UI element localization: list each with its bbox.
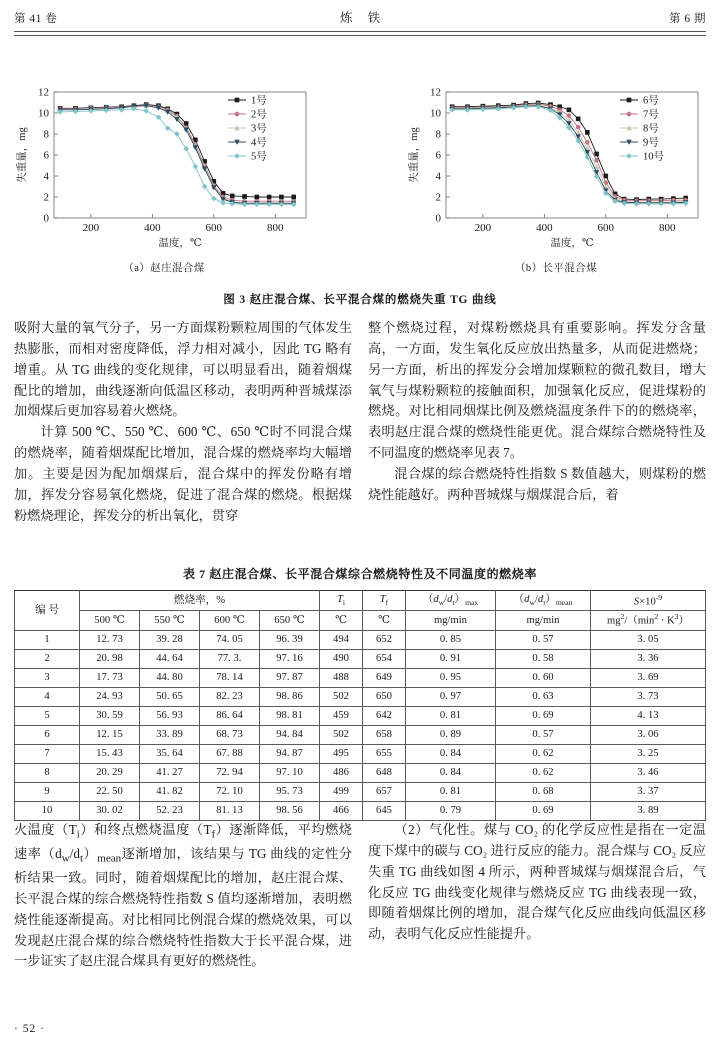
cell-id: 2 — [15, 649, 80, 668]
data-point-marker — [626, 153, 631, 158]
data-point-marker — [235, 112, 239, 116]
paragraph-right-1: 整个燃烧过程，对煤粉燃烧具有重要影响。挥发分含量高，一方面，发生氧化反应放出热量多，从而促进燃烧；另一方面，析出的挥发分会增加煤颗粒的微孔数目，增大氧气与煤粉颗粒的接触面积，加强氧化反应，促进煤粉的燃烧。对比相同烟煤比例及燃烧温度条件下的的燃烧率，表明赵庄混合煤的燃烧性能更优。混合煤综合燃烧特性及不同温度的燃烧率见表 7。 — [368, 320, 706, 461]
cell-id: 10 — [15, 801, 80, 820]
cell-r550: 50. 65 — [140, 687, 200, 706]
figure-3-group — [14, 78, 706, 300]
cell-r550: 39. 28 — [140, 630, 200, 649]
cell-mean: 0. 62 — [496, 744, 591, 763]
header-max-symbol: $(d_w/d_t)_{max}$ — [406, 591, 496, 611]
cell-s: 3. 46 — [591, 763, 706, 782]
y-tick-label: 12 — [38, 86, 49, 99]
data-point-marker — [267, 195, 271, 199]
cell-ti: 486 — [320, 763, 363, 782]
cell-r500: 22. 50 — [80, 782, 140, 801]
data-point-marker — [567, 108, 571, 112]
cell-r550: 33. 89 — [140, 725, 200, 744]
cell-r600: 72. 10 — [200, 782, 260, 801]
table-row — [15, 801, 706, 820]
running-head-volume: 第 41 卷 — [14, 13, 58, 25]
cell-id: 5 — [15, 706, 80, 725]
y-axis-label: 失重量，mg — [17, 127, 28, 183]
cell-r600: 82. 23 — [200, 687, 260, 706]
cell-r550: 41. 82 — [140, 782, 200, 801]
cell-s: 3. 06 — [591, 725, 706, 744]
data-point-marker — [627, 112, 631, 116]
data-point-marker — [567, 114, 571, 118]
cell-r650: 97. 16 — [260, 649, 320, 668]
cell-id: 6 — [15, 725, 80, 744]
cell-r500: 30. 02 — [80, 801, 140, 820]
header-ti-unit: ℃ — [320, 610, 363, 630]
cell-r500: 30. 59 — [80, 706, 140, 725]
header-rate-group: 燃烧率，% — [80, 591, 320, 611]
y-tick-label: 2 — [43, 191, 49, 204]
data-point-marker — [242, 194, 246, 198]
body-columns-upper — [14, 318, 706, 558]
cell-max: 0. 79 — [406, 801, 496, 820]
data-point-marker — [144, 108, 149, 113]
cell-mean: 0. 60 — [496, 668, 591, 687]
table-header-row-1 — [15, 591, 706, 611]
cell-id: 9 — [15, 782, 80, 801]
cell-tf: 652 — [363, 630, 406, 649]
paragraph-left-1: 吸附大量的氧气分子，另一方面煤粉颗粒周围的气体发生热膨胀，而相对密度降低，浮力相对减小，因此 TG 略有增重。从 TG 曲线的变化规律，可以明显看出，随着烟煤配比的增加，曲线逐渐向低温区移动，表明两种晋城煤添加烟煤后更加容易着火燃烧。 — [14, 320, 352, 419]
cell-max: 0. 97 — [406, 687, 496, 706]
body-column-right-lower — [368, 820, 706, 1000]
table-row — [15, 725, 706, 744]
y-tick-label: 0 — [435, 212, 441, 225]
x-axis-label: 温度，℃ — [550, 238, 594, 249]
table-row — [15, 649, 706, 668]
figure-3b — [406, 78, 706, 300]
data-point-marker — [604, 174, 608, 178]
cell-r600: 81. 13 — [200, 801, 260, 820]
table-body — [15, 630, 706, 820]
page-number: · 52 · — [14, 1023, 45, 1035]
cell-s: 3. 05 — [591, 630, 706, 649]
body-column-left-lower — [14, 820, 352, 1000]
cell-s: 3. 37 — [591, 782, 706, 801]
header-mean-symbol: $(d_w/d_t)_{mean}$ — [496, 591, 591, 611]
cell-ti: 499 — [320, 782, 363, 801]
x-tick-label: 400 — [144, 222, 161, 234]
cell-r650: 98. 81 — [260, 706, 320, 725]
data-point-marker — [576, 125, 580, 129]
cell-max: 0. 95 — [406, 668, 496, 687]
header-max-unit: mg/min — [406, 610, 496, 630]
y-tick-label: 4 — [43, 170, 49, 183]
header-rate-600: 600 ℃ — [200, 610, 260, 630]
cell-max: 0. 84 — [406, 763, 496, 782]
figure-3b-subcaption: （b）长平混合煤 — [515, 263, 597, 274]
data-point-marker — [627, 98, 631, 102]
legend-label-5号: 5号 — [251, 151, 267, 163]
x-tick-label: 800 — [267, 222, 284, 234]
cell-r650: 96. 39 — [260, 630, 320, 649]
header-rate-650: 650 ℃ — [260, 610, 320, 630]
cell-r550: 52. 23 — [140, 801, 200, 820]
running-head — [14, 8, 706, 26]
legend-label-6号: 6号 — [643, 95, 659, 107]
data-point-marker — [234, 153, 239, 158]
cell-mean: 0. 62 — [496, 763, 591, 782]
cell-r650: 95. 73 — [260, 782, 320, 801]
y-tick-label: 2 — [435, 191, 441, 204]
tg-curve-chart-b — [406, 78, 706, 258]
data-point-marker — [594, 158, 598, 162]
cell-tf: 648 — [363, 763, 406, 782]
legend-label-8号: 8号 — [643, 123, 659, 135]
x-tick-label: 400 — [536, 222, 553, 234]
tg-curve-chart-a — [14, 78, 314, 258]
cell-mean: 0. 57 — [496, 725, 591, 744]
cell-ti: 502 — [320, 725, 363, 744]
cell-r600: 72. 94 — [200, 763, 260, 782]
cell-mean: 0. 58 — [496, 649, 591, 668]
data-point-marker — [230, 194, 234, 198]
cell-r650: 98. 56 — [260, 801, 320, 820]
cell-tf: 650 — [363, 687, 406, 706]
cell-tf: 658 — [363, 725, 406, 744]
cell-r500: 17. 73 — [80, 668, 140, 687]
header-s-unit: $mg^2/(\min^2 \cdot K^3)$ — [591, 610, 706, 630]
figure-3a-subcaption: （a）赵庄混合煤 — [123, 263, 205, 274]
cell-r500: 12. 73 — [80, 630, 140, 649]
cell-r650: 98. 86 — [260, 687, 320, 706]
cell-max: 0. 81 — [406, 706, 496, 725]
cell-tf: 649 — [363, 668, 406, 687]
cell-s: 3. 69 — [591, 668, 706, 687]
body-columns-lower — [14, 820, 706, 1000]
data-point-marker — [193, 164, 198, 169]
data-point-marker — [174, 131, 179, 136]
cell-tf: 655 — [363, 744, 406, 763]
legend-label-1号: 1号 — [251, 95, 267, 107]
table-header-row-2 — [15, 610, 706, 630]
table-row — [15, 763, 706, 782]
cell-s: 3. 25 — [591, 744, 706, 763]
cell-max: 0. 84 — [406, 744, 496, 763]
cell-s: 3. 73 — [591, 687, 706, 706]
cell-r500: 20. 29 — [80, 763, 140, 782]
data-point-marker — [255, 195, 259, 199]
legend-label-2号: 2号 — [251, 109, 267, 121]
cell-s: 3. 89 — [591, 801, 706, 820]
header-rule — [14, 31, 706, 36]
y-tick-label: 8 — [435, 128, 441, 141]
paragraph-right-3: （2）气化性。煤与 CO₂ 的化学反应性是指在一定温度下煤中的碳与 CO₂ 进行反应的能力。混合煤与 CO₂ 反应失重 TG 曲线如图 4 所示，两种晋城煤与烟煤混合后，气化反应 TG 曲线变化规律与燃烧反应 TG 曲线表现一致，即随着烟煤比例的增加，混合煤气化反应曲线向低温区移动，表明气化反应性能提升。 — [368, 822, 706, 942]
cell-ti: 466 — [320, 801, 363, 820]
cell-ti: 495 — [320, 744, 363, 763]
cell-max: 0. 91 — [406, 649, 496, 668]
legend-label-9号: 9号 — [643, 137, 659, 149]
cell-id: 8 — [15, 763, 80, 782]
data-point-marker — [576, 117, 580, 121]
running-head-issue: 第 6 期 — [668, 13, 706, 25]
cell-mean: 0. 69 — [496, 801, 591, 820]
cell-r650: 97. 10 — [260, 763, 320, 782]
cell-mean: 0. 63 — [496, 687, 591, 706]
data-point-marker — [585, 140, 589, 144]
cell-ti: 490 — [320, 649, 363, 668]
x-tick-label: 600 — [597, 222, 615, 234]
cell-r500: 12. 15 — [80, 725, 140, 744]
data-point-marker — [594, 174, 599, 179]
body-column-right-upper — [368, 318, 706, 558]
y-tick-label: 0 — [43, 212, 49, 225]
y-axis-label: 失重量，mg — [409, 127, 420, 183]
table-head — [15, 591, 706, 631]
cell-r600: 86. 64 — [200, 706, 260, 725]
cell-r500: 20. 98 — [80, 649, 140, 668]
cell-tf: 654 — [363, 649, 406, 668]
chart-a-plot — [14, 78, 314, 258]
cell-id: 1 — [15, 630, 80, 649]
cell-mean: 0. 57 — [496, 630, 591, 649]
header-rate-500: 500 ℃ — [80, 610, 140, 630]
cell-r550: 44. 80 — [140, 668, 200, 687]
cell-max: 0. 81 — [406, 782, 496, 801]
cell-r600: 78. 14 — [200, 668, 260, 687]
cell-id: 4 — [15, 687, 80, 706]
x-tick-label: 600 — [205, 222, 223, 234]
cell-ti: 494 — [320, 630, 363, 649]
data-point-marker — [292, 195, 296, 199]
cell-r650: 94. 84 — [260, 725, 320, 744]
header-mean-unit: mg/min — [496, 610, 591, 630]
table-row — [15, 706, 706, 725]
table-row — [15, 668, 706, 687]
cell-r550: 41. 27 — [140, 763, 200, 782]
cell-ti: 502 — [320, 687, 363, 706]
figure-3-caption: 图 3 赵庄混合煤、长平混合煤的燃烧失重 TG 曲线 — [223, 294, 497, 306]
table-7 — [14, 590, 706, 821]
cell-tf: 642 — [363, 706, 406, 725]
y-tick-label: 12 — [430, 86, 441, 99]
data-point-marker — [585, 130, 589, 134]
chart-b-plot — [406, 78, 706, 258]
cell-max: 0. 89 — [406, 725, 496, 744]
header-tf-symbol: $T_f$ — [363, 591, 406, 611]
cell-max: 0. 85 — [406, 630, 496, 649]
cell-ti: 459 — [320, 706, 363, 725]
paragraph-right-2: 混合煤的综合燃烧特性指数 S 数值越大，则煤粉的燃烧性能越好。两种晋城煤与烟煤混合后，着 — [368, 466, 706, 502]
cell-r500: 24. 93 — [80, 687, 140, 706]
y-tick-label: 8 — [43, 128, 49, 141]
x-tick-label: 800 — [659, 222, 676, 234]
data-point-marker — [220, 200, 225, 205]
cell-ti: 488 — [320, 668, 363, 687]
cell-tf: 645 — [363, 801, 406, 820]
y-tick-label: 10 — [430, 107, 441, 120]
x-tick-label: 200 — [474, 222, 492, 234]
cell-s: 3. 36 — [591, 649, 706, 668]
cell-mean: 0. 68 — [496, 782, 591, 801]
cell-r600: 68. 73 — [200, 725, 260, 744]
header-rate-550: 550 ℃ — [140, 610, 200, 630]
body-column-left-upper — [14, 318, 352, 558]
cell-r650: 94. 87 — [260, 744, 320, 763]
header-s-symbol: $S\times 10^{-9}$ — [591, 591, 706, 611]
cell-r500: 15. 43 — [80, 744, 140, 763]
data-point-marker — [184, 121, 188, 125]
cell-id: 7 — [15, 744, 80, 763]
legend-label-4号: 4号 — [251, 137, 267, 149]
cell-s: 4. 13 — [591, 706, 706, 725]
table-row — [15, 687, 706, 706]
cell-id: 3 — [15, 668, 80, 687]
data-point-marker — [184, 146, 189, 151]
header-tf-unit: ℃ — [363, 610, 406, 630]
x-tick-label: 200 — [82, 222, 100, 234]
cell-mean: 0. 69 — [496, 706, 591, 725]
y-tick-label: 6 — [435, 149, 441, 162]
cell-r650: 97. 87 — [260, 668, 320, 687]
y-tick-label: 6 — [43, 149, 49, 162]
table-row — [15, 630, 706, 649]
legend-label-7号: 7号 — [643, 109, 659, 121]
table-row — [15, 744, 706, 763]
cell-tf: 657 — [363, 782, 406, 801]
header-id: 编 号 — [15, 591, 80, 631]
cell-r550: 35. 64 — [140, 744, 200, 763]
paragraph-left-3: 火温度$(T_i)$和终点燃烧温度$(T_f)$逐渐降低，平均燃烧速率$(d_w/d_t)_{mean}$逐渐增加，该结果与 TG 曲线的定性分析结果一致。同时，随着烟煤配比的增加，赵庄混合煤、长平混合煤的综合燃烧特性指数 S 值均逐渐增加，表明燃烧性能逐渐提高。对比相同比例混合煤的燃烧效果，可以发现赵庄混合煤的综合燃烧特性指数大于长平混合煤，进一步证实了赵庄混合煤具有更好的燃烧性。 — [14, 822, 353, 969]
x-axis-label: 温度，℃ — [158, 238, 202, 249]
table-row — [15, 782, 706, 801]
y-tick-label: 10 — [38, 107, 49, 120]
data-point-marker — [594, 152, 598, 156]
cell-r550: 56. 93 — [140, 706, 200, 725]
y-tick-label: 4 — [435, 170, 441, 183]
legend-label-3号: 3号 — [251, 123, 267, 135]
data-point-marker — [235, 98, 239, 102]
table-7-caption: 表 7 赵庄混合煤、长平混合煤综合燃烧特性及不同温度的燃烧率 — [182, 567, 537, 581]
legend-label-10号: 10号 — [643, 151, 664, 163]
data-point-marker — [279, 195, 283, 199]
header-ti-symbol: $T_i$ — [320, 591, 363, 611]
cell-r600: 77. 3. — [200, 649, 260, 668]
cell-r550: 44. 64 — [140, 649, 200, 668]
cell-r600: 74. 05 — [200, 630, 260, 649]
figure-3a — [14, 78, 314, 300]
cell-r600: 67. 88 — [200, 744, 260, 763]
paragraph-left-2: 计算 500 ℃、550 ℃、600 ℃、650 ℃时不同混合煤的燃烧率，随着烟煤配比增加，混合煤的燃烧率均大幅增加。主要是因为配加烟煤后，混合煤中的挥发份略有增加，挥发分容易氧化燃烧，促进了混合煤的燃烧。根据煤粉燃烧理论，挥发分的析出氧化，贯穿 — [14, 424, 352, 523]
running-head-journal-title: 炼 铁 — [340, 11, 387, 25]
